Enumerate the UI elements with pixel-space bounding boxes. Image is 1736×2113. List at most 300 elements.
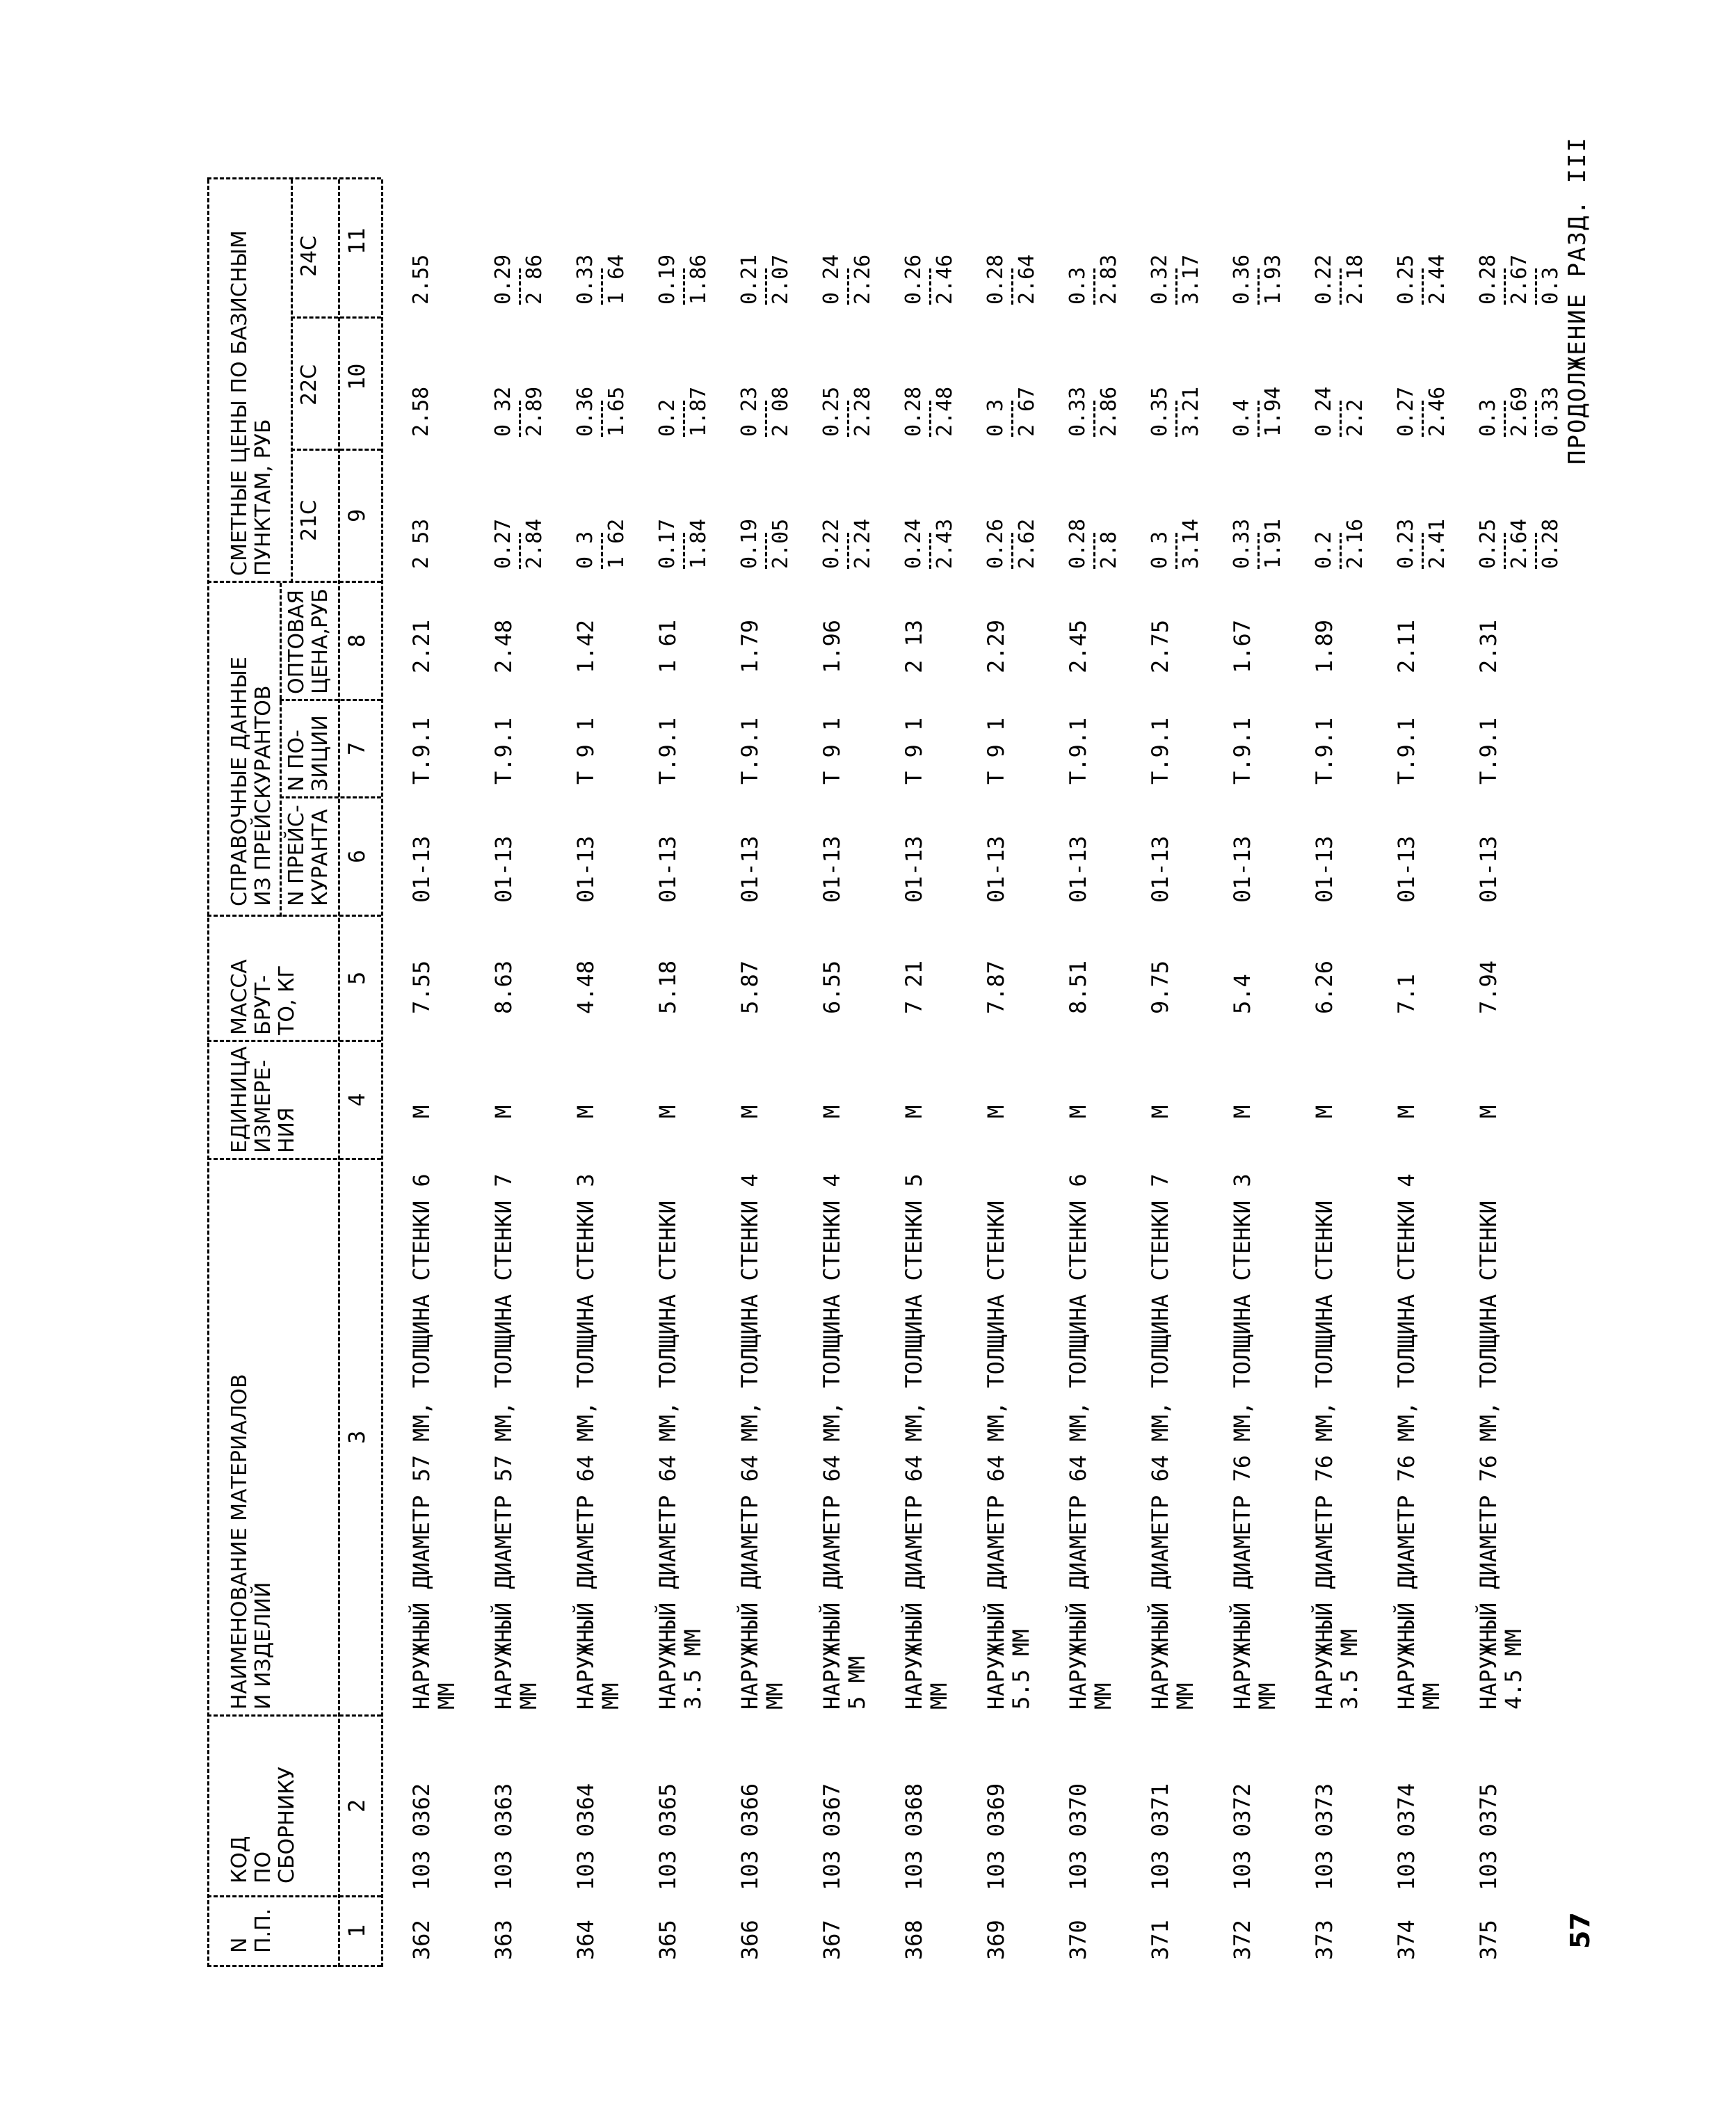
table-rule-vertical [207, 581, 381, 583]
table-rule-vertical [207, 1895, 381, 1897]
cell-name: НАРУЖНЫЙ ДИАМЕТР 76 ММ, ТОЛЩИНА СТЕНКИ 3 ММ [1229, 1173, 1280, 1710]
price-separator [1535, 401, 1537, 437]
table-rule-vertical [280, 796, 381, 798]
price-separator [1175, 401, 1178, 437]
table-row [573, 166, 636, 1974]
price-value: 2 08 [769, 386, 793, 437]
cell-price-24c [491, 255, 547, 305]
cell-code: 103 0370 [1065, 1783, 1091, 1890]
price-separator [765, 533, 767, 569]
cell-unit: М [1229, 1104, 1255, 1118]
price-separator [929, 268, 931, 305]
price-value: 0.28 [1538, 518, 1563, 569]
cell-code: 103 0372 [1229, 1783, 1255, 1890]
price-separator [847, 401, 849, 437]
price-separator [519, 533, 521, 569]
price-value: 0.26 [983, 518, 1008, 569]
table-rule-horizontal [381, 179, 383, 1967]
price-separator [1340, 268, 1342, 305]
cell-position: Т.9.1 [1065, 717, 1091, 785]
cell-pricelist: 01-13 [408, 835, 435, 903]
price-separator [1257, 268, 1260, 305]
cell-price-21c [1066, 519, 1122, 569]
cell-code: 103 0362 [408, 1783, 435, 1890]
price-value: 1.86 [686, 254, 711, 305]
cell-price-22c [983, 387, 1040, 437]
price-value: 2.2 [1343, 399, 1367, 437]
price-value: 3.21 [1179, 386, 1203, 437]
price-separator [601, 401, 603, 437]
table-rule-horizontal [207, 179, 209, 1967]
cell-unit: М [737, 1104, 763, 1118]
table-rule-vertical [207, 1714, 381, 1717]
table-row [819, 166, 882, 1974]
cell-wholesale-price: 2.21 [408, 619, 435, 673]
cell-name: НАРУЖНЫЙ ДИАМЕТР 76 ММ, ТОЛЩИНА СТЕНКИ 4 ММ [1393, 1173, 1445, 1710]
cell-pricelist: 01-13 [1229, 835, 1255, 903]
cell-mass: 6.26 [1311, 960, 1337, 1014]
cell-price-22c [1312, 387, 1368, 437]
price-value: 2.89 [522, 386, 547, 437]
cell-unit: М [1311, 1104, 1337, 1118]
column-number: 3 [344, 1430, 370, 1444]
cell-number: 362 [408, 1920, 435, 1960]
price-value: 0.28 [1476, 254, 1500, 305]
cell-unit: М [654, 1104, 681, 1118]
cell-position: Т 9 1 [901, 717, 927, 785]
price-value: 0.23 [1394, 518, 1418, 569]
table-rule-vertical [207, 177, 381, 179]
price-value: 0.21 [737, 254, 762, 305]
cell-pricelist: 01-13 [1065, 835, 1091, 903]
price-separator [847, 268, 849, 305]
table-row [983, 166, 1046, 1974]
price-value: 2 53 [409, 518, 433, 569]
cell-mass: 5.18 [654, 960, 681, 1014]
cell-name: НАРУЖНЫЙ ДИАМЕТР 64 ММ, ТОЛЩИНА СТЕНКИ 3 ММ [572, 1173, 624, 1710]
header-col-6: N ПРЕЙС- КУРАНТА [284, 805, 332, 906]
price-value: 2.46 [933, 254, 957, 305]
cell-name: НАРУЖНЫЙ ДИАМЕТР 57 ММ, ТОЛЩИНА СТЕНКИ 7 ММ [490, 1173, 542, 1710]
column-number: 7 [344, 741, 370, 755]
price-separator [1093, 401, 1095, 437]
price-value: 0.35 [1148, 386, 1172, 437]
column-number: 8 [344, 634, 370, 648]
header-col-1: N П.П. [227, 1908, 275, 1953]
header-col-4: ЕДИНИЦА ИЗМЕРЕ- НИЯ [227, 1046, 299, 1153]
price-separator [1093, 533, 1095, 569]
table-rule-horizontal [291, 179, 293, 583]
column-number: 5 [344, 971, 370, 985]
cell-unit: М [408, 1104, 435, 1118]
cell-mass: 5.4 [1229, 974, 1255, 1014]
price-value: 0 3 [1148, 531, 1172, 569]
price-separator [1504, 401, 1506, 437]
cell-number: 374 [1393, 1920, 1420, 1960]
price-value: 2.83 [1097, 254, 1121, 305]
cell-position: Т.9.1 [737, 717, 763, 785]
cell-price-22c [1066, 387, 1122, 437]
price-separator [1340, 533, 1342, 569]
cell-price-21c [737, 519, 794, 569]
price-value: 0.36 [1230, 254, 1254, 305]
cell-number: 368 [901, 1920, 927, 1960]
cell-price-21c [409, 519, 434, 569]
price-separator [519, 401, 521, 437]
price-separator [929, 533, 931, 569]
cell-unit: М [1065, 1104, 1091, 1118]
cell-price-24c [655, 255, 712, 305]
cell-position: Т.9.1 [654, 717, 681, 785]
price-value: 1.91 [1261, 518, 1285, 569]
price-value: 0.17 [655, 518, 680, 569]
column-number: 2 [344, 1799, 370, 1813]
price-value: 0.19 [655, 254, 680, 305]
cell-position: Т.9.1 [408, 717, 435, 785]
cell-mass: 7.87 [983, 960, 1009, 1014]
price-separator [847, 533, 849, 569]
cell-price-24c [1394, 255, 1450, 305]
cell-position: Т.9.1 [1393, 717, 1420, 785]
cell-number: 367 [819, 1920, 845, 1960]
cell-pricelist: 01-13 [1475, 835, 1502, 903]
cell-number: 365 [654, 1920, 681, 1960]
table-rule-vertical [207, 1158, 381, 1160]
price-value: 1.93 [1261, 254, 1285, 305]
price-value: 2.55 [409, 254, 433, 305]
cell-pricelist: 01-13 [901, 835, 927, 903]
price-separator [683, 268, 685, 305]
price-value: 2.18 [1343, 254, 1367, 305]
cell-price-22c [1476, 387, 1564, 437]
cell-position: Т.9.1 [490, 717, 517, 785]
price-separator [1504, 268, 1506, 305]
cell-price-24c [1066, 255, 1122, 305]
price-value: 0.33 [1230, 518, 1254, 569]
price-value: 0.25 [819, 386, 844, 437]
price-value: 2.44 [1425, 254, 1449, 305]
cell-pricelist: 01-13 [819, 835, 845, 903]
cell-wholesale-price: 1 61 [654, 619, 681, 673]
cell-price-21c [1312, 519, 1368, 569]
price-separator [1175, 268, 1178, 305]
cell-price-22c [491, 387, 547, 437]
price-separator [1011, 533, 1013, 569]
price-value: 2.07 [769, 254, 793, 305]
price-value: 0.25 [1394, 254, 1418, 305]
cell-price-24c [901, 255, 958, 305]
cell-number: 375 [1475, 1920, 1502, 1960]
price-value: 2 86 [522, 254, 547, 305]
price-value: 2.43 [933, 518, 957, 569]
table-row [901, 166, 964, 1974]
cell-pricelist: 01-13 [737, 835, 763, 903]
price-value: 0 23 [737, 386, 762, 437]
cell-mass: 8.51 [1065, 960, 1091, 1014]
cell-pricelist: 01-13 [654, 835, 681, 903]
cell-pricelist: 01-13 [490, 835, 517, 903]
header-col-7: N ПО- ЗИЦИИ [284, 715, 332, 792]
price-value: 2.24 [851, 518, 875, 569]
cell-price-21c [1230, 519, 1286, 569]
price-value: 1 62 [604, 518, 629, 569]
price-separator [519, 268, 521, 305]
cell-number: 363 [490, 1920, 517, 1960]
cell-price-22c [901, 387, 958, 437]
header-col-2: КОД ПО СБОРНИКУ [227, 1767, 299, 1883]
cell-position: Т 9 1 [819, 717, 845, 785]
price-value: 0.29 [491, 254, 515, 305]
cell-price-22c [1148, 387, 1204, 437]
price-separator [1257, 401, 1260, 437]
price-value: 0.28 [901, 386, 926, 437]
cell-price-24c [1312, 255, 1368, 305]
cell-wholesale-price: 2.11 [1393, 619, 1420, 673]
price-value: 0.3 [1476, 399, 1500, 437]
cell-wholesale-price: 1.96 [819, 619, 845, 673]
price-separator [1011, 401, 1013, 437]
price-separator [683, 401, 685, 437]
cell-name: НАРУЖНЫЙ ДИАМЕТР 64 ММ, ТОЛЩИНА СТЕНКИ 7 ММ [1147, 1173, 1198, 1710]
header-price-group: СМЕТНЫЕ ЦЕНЫ ПО БАЗИСНЫМ ПУНКТАМ, РУБ [227, 230, 275, 576]
cell-price-21c [819, 519, 876, 569]
price-value: 2.84 [522, 518, 547, 569]
price-value: 2.05 [769, 518, 793, 569]
price-value: 0.2 [655, 399, 680, 437]
table-rule-vertical [207, 915, 381, 917]
price-separator [1093, 268, 1095, 305]
cell-price-24c [1230, 255, 1286, 305]
price-separator [1422, 533, 1424, 569]
price-separator [1175, 533, 1178, 569]
cell-name: НАРУЖНЫЙ ДИАМЕТР 64 ММ, ТОЛЩИНА СТЕНКИ 4 ММ [737, 1173, 788, 1710]
cell-price-22c [1230, 387, 1286, 437]
table-row [491, 166, 554, 1974]
price-value: 2.86 [1097, 386, 1121, 437]
price-value: 0.26 [901, 254, 926, 305]
cell-price-22c [409, 387, 434, 437]
cell-pricelist: 01-13 [1393, 835, 1420, 903]
cell-mass: 8.63 [490, 960, 517, 1014]
cell-price-22c [819, 387, 876, 437]
cell-mass: 9.75 [1147, 960, 1173, 1014]
price-value: 0.27 [1394, 386, 1418, 437]
table-rule-vertical [291, 449, 381, 451]
cell-number: 366 [737, 1920, 763, 1960]
cell-code: 103 0364 [572, 1783, 599, 1890]
price-value: 1.65 [604, 386, 629, 437]
cell-price-21c [655, 519, 712, 569]
price-value: 1.84 [686, 518, 711, 569]
price-value: 2 67 [1015, 386, 1039, 437]
cell-price-24c [1148, 255, 1204, 305]
price-value: 2.67 [1507, 254, 1532, 305]
cell-price-22c [737, 387, 794, 437]
cell-unit: М [983, 1104, 1009, 1118]
price-value: 3.17 [1179, 254, 1203, 305]
price-value: 2.62 [1015, 518, 1039, 569]
cell-position: Т.9.1 [1147, 717, 1173, 785]
table-row [737, 166, 800, 1974]
cell-code: 103 0368 [901, 1783, 927, 1890]
price-value: 0 32 [491, 386, 515, 437]
cell-unit: М [1147, 1104, 1173, 1118]
cell-name: НАРУЖНЫЙ ДИАМЕТР 57 ММ, ТОЛЩИНА СТЕНКИ 6 ММ [408, 1173, 460, 1710]
price-separator [1011, 268, 1013, 305]
cell-number: 371 [1147, 1920, 1173, 1960]
price-separator [1340, 401, 1342, 437]
price-value: 0.24 [901, 518, 926, 569]
header-col-10: 22С [297, 364, 321, 405]
table-rule-vertical [280, 699, 381, 701]
table-rule-vertical [207, 1040, 381, 1042]
cell-price-22c [1394, 387, 1450, 437]
cell-price-21c [983, 519, 1040, 569]
header-col-9: 21С [297, 499, 321, 541]
cell-position: Т 9 1 [983, 717, 1009, 785]
cell-pricelist: 01-13 [1147, 835, 1173, 903]
cell-wholesale-price: 1.67 [1229, 619, 1255, 673]
cell-position: Т.9.1 [1475, 717, 1502, 785]
cell-unit: М [819, 1104, 845, 1118]
cell-pricelist: 01-13 [1311, 835, 1337, 903]
cell-pricelist: 01-13 [572, 835, 599, 903]
cell-code: 103 0366 [737, 1783, 763, 1890]
cell-code: 103 0369 [983, 1783, 1009, 1890]
cell-price-24c [573, 255, 629, 305]
column-number: 9 [344, 508, 370, 522]
cell-number: 373 [1311, 1920, 1337, 1960]
header-col-11: 24С [297, 235, 321, 277]
price-value: 0.25 [1476, 518, 1500, 569]
cell-price-21c [1394, 519, 1450, 569]
cell-mass: 7.1 [1393, 974, 1420, 1014]
cell-price-22c [573, 387, 629, 437]
table-rule-vertical [207, 1965, 381, 1967]
cell-name: НАРУЖНЫЙ ДИАМЕТР 64 ММ, ТОЛЩИНА СТЕНКИ 6 ММ [1065, 1173, 1116, 1710]
cell-mass: 6.55 [819, 960, 845, 1014]
cell-code: 103 0373 [1311, 1783, 1337, 1890]
cell-name: НАРУЖНЫЙ ДИАМЕТР 76 ММ, ТОЛЩИНА СТЕНКИ 3.5 ММ [1311, 1200, 1363, 1710]
price-separator [1422, 268, 1424, 305]
price-separator [601, 268, 603, 305]
price-value: 0.22 [1312, 254, 1336, 305]
cell-wholesale-price: 2.45 [1065, 619, 1091, 673]
price-value: 0.28 [983, 254, 1008, 305]
price-value: 2.28 [851, 386, 875, 437]
page-number: 57 [1565, 1912, 1596, 1949]
cell-code: 103 0371 [1147, 1783, 1173, 1890]
cell-wholesale-price: 1.42 [572, 619, 599, 673]
cell-number: 364 [572, 1920, 599, 1960]
column-number: 6 [344, 849, 370, 863]
page-heading: ПРОДОЛЖЕНИЕ РАЗД. III [1564, 136, 1591, 465]
cell-price-21c [1148, 519, 1204, 569]
price-value: 0.19 [737, 518, 762, 569]
cell-name: НАРУЖНЫЙ ДИАМЕТР 76 ММ, ТОЛЩИНА СТЕНКИ 4.5 ММ [1475, 1200, 1527, 1710]
price-value: 0.3 [1538, 266, 1563, 305]
price-value: 3.14 [1179, 518, 1203, 569]
header-col-3: НАИМЕНОВАНИЕ МАТЕРИАЛОВ И ИЗДЕЛИЙ [227, 1374, 275, 1710]
cell-code: 103 0365 [654, 1783, 681, 1890]
cell-position: Т 9 1 [572, 717, 599, 785]
price-value: 2.48 [933, 386, 957, 437]
cell-price-21c [1476, 519, 1564, 569]
price-separator [765, 401, 767, 437]
cell-price-21c [901, 519, 958, 569]
price-separator [765, 268, 767, 305]
price-value: 0.32 [1148, 254, 1172, 305]
price-value: 2.69 [1507, 386, 1532, 437]
price-value: 0.33 [1066, 386, 1090, 437]
header-col-8: ОПТОВАЯ ЦЕНА,РУБ [284, 588, 332, 694]
price-separator [1257, 533, 1260, 569]
price-separator [1535, 268, 1537, 305]
price-separator [1422, 401, 1424, 437]
cell-unit: М [490, 1104, 517, 1118]
header-col-5: МАССА БРУТ- ТО, КГ [227, 959, 299, 1035]
cell-unit: М [1475, 1104, 1502, 1118]
price-value: 0.2 [1312, 531, 1336, 569]
price-value: 0.27 [491, 518, 515, 569]
cell-wholesale-price: 2.75 [1147, 619, 1173, 673]
price-value: 2.64 [1015, 254, 1039, 305]
cell-number: 369 [983, 1920, 1009, 1960]
column-number: 1 [344, 1924, 370, 1938]
table-row [1394, 166, 1456, 1974]
cell-wholesale-price: 2.48 [490, 619, 517, 673]
cell-code: 103 0363 [490, 1783, 517, 1890]
cell-unit: М [1393, 1104, 1420, 1118]
cell-name: НАРУЖНЫЙ ДИАМЕТР 64 ММ, ТОЛЩИНА СТЕНКИ 4 5 ММ [819, 1173, 870, 1710]
cell-position: Т.9.1 [1229, 717, 1255, 785]
cell-code: 103 0374 [1393, 1783, 1420, 1890]
cell-number: 370 [1065, 1920, 1091, 1960]
table-rule-vertical [291, 316, 381, 319]
price-value: 0.4 [1230, 399, 1254, 437]
price-value: 1 64 [604, 254, 629, 305]
cell-name: НАРУЖНЫЙ ДИАМЕТР 64 ММ, ТОЛЩИНА СТЕНКИ 3.5 ММ [654, 1200, 706, 1710]
price-separator [683, 533, 685, 569]
price-value: 0.33 [573, 254, 597, 305]
cell-code: 103 0375 [1475, 1783, 1502, 1890]
cell-mass: 7.94 [1475, 960, 1502, 1014]
cell-pricelist: 01-13 [983, 835, 1009, 903]
cell-price-24c [1476, 255, 1564, 305]
table-rule-horizontal [338, 179, 340, 1967]
cell-name: НАРУЖНЫЙ ДИАМЕТР 64 ММ, ТОЛЩИНА СТЕНКИ 5.5 ММ [983, 1200, 1034, 1710]
cell-price-21c [491, 519, 547, 569]
table-row [655, 166, 718, 1974]
price-value: 2.41 [1425, 518, 1449, 569]
price-separator [1504, 533, 1506, 569]
price-separator [601, 533, 603, 569]
table-row [1148, 166, 1210, 1974]
price-value: 0.3 [1066, 266, 1090, 305]
column-number: 11 [344, 227, 370, 255]
price-value: 0 3 [983, 399, 1008, 437]
price-value: 2.16 [1343, 518, 1367, 569]
cell-price-24c [819, 255, 876, 305]
price-separator [1535, 533, 1537, 569]
cell-code: 103 0367 [819, 1783, 845, 1890]
cell-mass: 4.48 [572, 960, 599, 1014]
cell-wholesale-price: 2 13 [901, 619, 927, 673]
cell-wholesale-price: 2.29 [983, 619, 1009, 673]
price-value: 1.94 [1261, 386, 1285, 437]
table-row [1230, 166, 1292, 1974]
cell-price-24c [983, 255, 1040, 305]
